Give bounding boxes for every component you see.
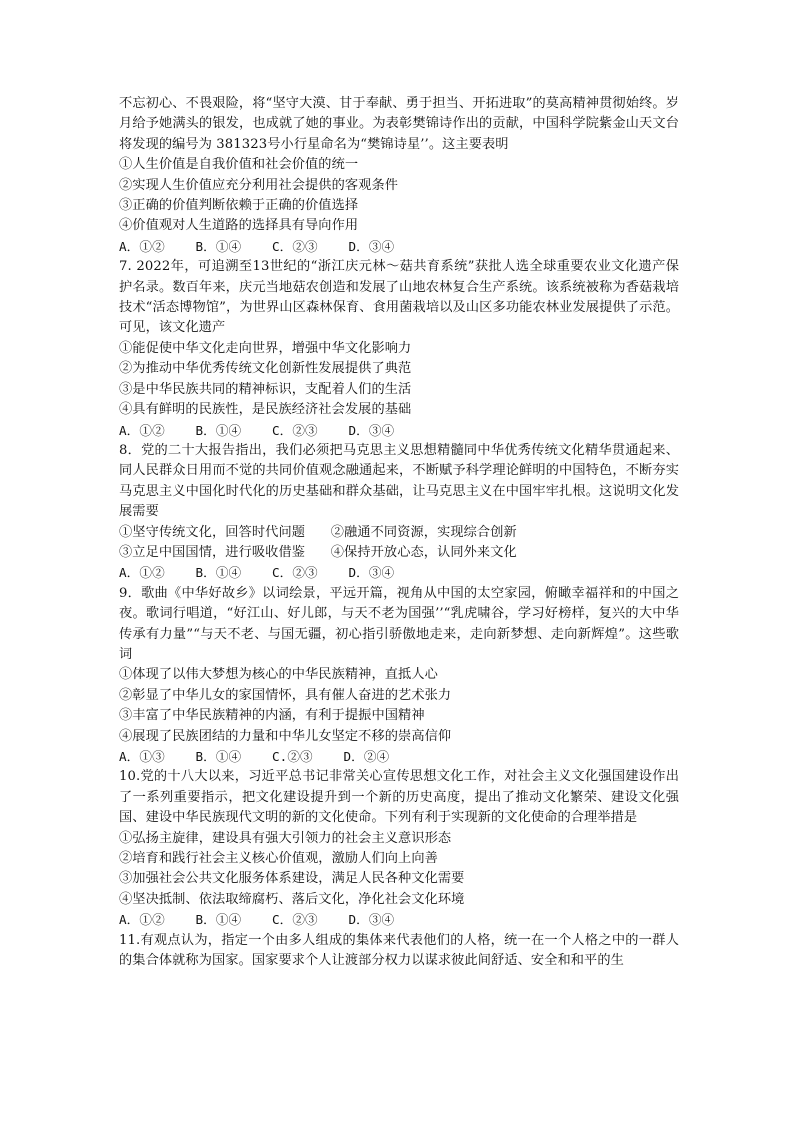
q8-options-1-2: ①坚守传统文化，回答时代问题 ②融通不同资源，实现综合创新 — [119, 524, 517, 540]
q6-option-2: ②实现人生价值应充分利用社会提供的客观条件 — [119, 177, 399, 193]
q9-option-3: ③丰富了中华民族精神的内涵，有利于提振中国精神 — [119, 708, 425, 724]
q10-option-2: ②培育和践行社会主义核心价值观，激励人们向上向善 — [119, 851, 438, 867]
q6-answer-choices: A．①② B．①④ C．②③ D．③④ — [119, 238, 395, 254]
q7-option-2: ②为推动中华优秀传统文化创新性发展提供了典范 — [119, 361, 412, 377]
q6-option-3: ③正确的价值判断依赖于正确的价值选择 — [119, 198, 359, 214]
q9-option-1: ①体现了以伟大梦想为核心的中华民族精神，直抵人心 — [119, 667, 438, 683]
q9-option-4: ④展现了民族团结的力量和中华儿女坚定不移的崇高信仰 — [119, 728, 452, 744]
q10-option-4: ④坚决抵制、依法取缔腐朽、落后文化，净化社会文化环境 — [119, 891, 465, 907]
q6-option-1: ①人生价值是自我价值和社会价值的统一 — [119, 157, 359, 173]
q11-stem: 11.有观点认为，指定一个由多人组成的集体来代表他们的人格，统一在一个人格之中的一群人的集合体就称为国家。国家要求个人让渡部分权力以谋求彼此间舒适、安全和和平的生 — [119, 932, 679, 969]
q9-option-2: ②彰显了中华儿女的家国情怀，具有催人奋进的艺术张力 — [119, 687, 452, 703]
q7-option-4: ④具有鲜明的民族性，是民族经济社会发展的基础 — [119, 402, 412, 418]
q9-answer-choices: A．①③ B．①④ C.②③ D．②④ — [119, 749, 390, 764]
q7-option-1: ①能促使中华文化走向世界，增强中华文化影响力 — [119, 340, 412, 356]
q7-answer-choices: A．①② B．①④ C．②③ D．③④ — [119, 422, 395, 438]
q10-stem: 10.党的十八大以来，习近平总书记非常关心宣传思想文化工作，对社会主义文化强国建设作出了一系列重要指示，把文化建设提升到一个新的历史高度，提出了推动文化繁荣、建设文化强国、建设中华民族现代文明的新的文化使命。下列有利于实现新的文化使命的合理举措是 — [119, 769, 679, 826]
exam-page — [119, 94, 679, 971]
q7-option-3: ③是中华民族共同的精神标识，支配着人们的生活 — [119, 381, 412, 397]
q7-stem: 7. 2022年，可追溯至13世纪的“浙江庆元林～菇共育系统”获批人选全球重要农业文化遗产保护名录。数百年来，庆元当地菇农创造和发展了山地农林复合生产系统。该系统被称为香菇栽培技术“活态博物馆”，为世界山区森林保育、食用菌栽培以及山区多功能农林业发展提供了示范。可见，该文化遗产 — [119, 259, 679, 336]
q10-option-1: ①弘扬主旋律，建设具有强大引领力的社会主义意识形态 — [119, 830, 452, 846]
q6-stem-continued: 不忘初心、不畏艰险，将“坚守大漠、甘于奉献、勇于担当、开拓进取”的莫高精神贯彻始终。岁月给予她满头的银发，也成就了她的事业。为表彰樊锦诗作出的贡献，中国科学院紫金山天文台将发现的编号为 381323号小行星命名为“樊锦诗星’’。这主要表明 — [119, 96, 679, 152]
q10-option-3: ③加强社会公共文化服务体系建设，满足人民各种文化需要 — [119, 871, 465, 887]
q8-answer-choices: A．①② B．①④ C．②③ D．③④ — [119, 565, 395, 581]
q9-stem: 9．歌曲《中华好故乡》以词绘景，平远开篇，视角从中国的太空家园，俯瞰幸福祥和的中国之夜。歌词行唱道，“好江山、好儿郎，与天不老为国强’’“乳虎啸谷，学习好榜样，复兴的大中华传承有力量”“与天不老、与国无疆，初心指引骄傲地走来，走向新梦想、走向新辉煌”。这些歌词 — [119, 585, 679, 662]
q8-options-3-4: ③立足中国国情，进行吸收借鉴 ④保持开放心态，认同外来文化 — [119, 544, 517, 560]
q10-answer-choices: A．①② B．①④ C．②③ D．③④ — [119, 912, 395, 928]
q8-stem: 8．党的二十大报告指出，我们必须把马克思主义思想精髓同中华优秀传统文化精华贯通起来、同人民群众日用而不觉的共同价值观念融通起来，不断赋予科学理论鲜明的中国特色，不断夯实马克思主义中国化时代化的历史基础和群众基础，让马克思主义在中国牢牢扎根。这说明文化发展需要 — [119, 442, 679, 520]
q6-option-4: ④价值观对人生道路的选择具有导向作用 — [119, 218, 359, 234]
